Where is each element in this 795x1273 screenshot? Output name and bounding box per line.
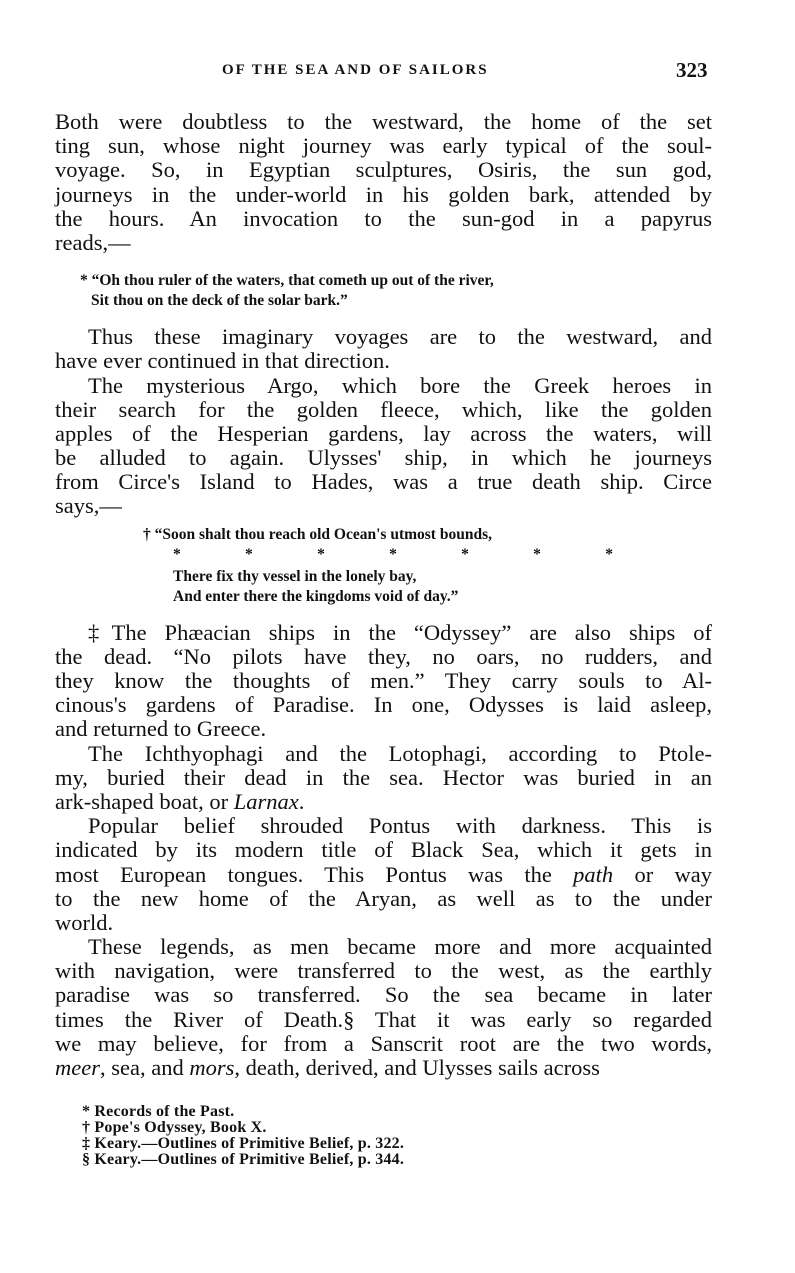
verse-line: There fix thy vessel in the lonely bay, [173,567,417,585]
text-line [55,621,712,645]
text-segment: apples of the Hesperian gardens, lay across the waters, will [55,420,712,446]
page-number: 323 [676,58,708,82]
text-segment: ark-shaped boat, or [55,788,234,814]
text-line [55,693,712,717]
text-line [55,717,712,741]
text-line [55,863,712,887]
text-segment: the dead. “No pilots have they, no oars, no rudders, and [55,643,712,669]
text-line [55,349,712,373]
text-segment: to the new home of the Aryan, as well as to the under [55,885,712,911]
text-segment: cinous's gardens of Paradise. In one, Odysses is laid asleep, [55,692,712,718]
ellipsis-stars [143,545,613,567]
text-line [55,110,712,134]
text-segment: times the River of Death.§ That it was early so regarded [55,1006,712,1032]
text-line [55,494,712,518]
text-line [55,1008,712,1032]
text-segment: from Circe's Island to Hades, was a true death ship. Circe [55,469,712,495]
text-line [55,742,712,766]
text-segment: the hours. An invocation to the sun-god in a papyrus [55,205,712,231]
text-line [55,983,712,1007]
text-segment: says,— [55,493,122,519]
text-segment: have ever continued in that direction. [55,348,390,374]
footnote: § Keary.—Outlines of Primitive Belief, p. 344. [82,1151,405,1168]
text-segment: paradise was so transferred. So the sea became in later [55,982,712,1008]
italic-text: meer [55,1055,100,1080]
star: * [317,545,325,563]
verse-quote-odyssey [143,525,712,607]
text-segment: . [298,788,305,814]
text-line [55,398,712,422]
text-line [55,1056,712,1080]
text-line [55,183,712,207]
star: * [173,545,181,563]
text-segment: , sea, and [99,1055,190,1080]
text-line [55,374,712,398]
text-line [55,470,712,494]
text-segment: they know the thoughts of men.” They carry souls to Al- [55,668,712,693]
paragraph [55,814,712,935]
text-segment: Thus these imaginary voyages are to the westward, and [88,324,712,350]
text-segment: their search for the golden fleece, which, like the golden [55,396,712,422]
text-segment: with navigation, were transferred to the west, as the earthly [55,958,712,984]
text-segment: journeys in the under-world in his golden bark, attended by [55,181,712,207]
text-line [55,790,712,814]
text-line [55,887,712,911]
text-segment: The Ichthyophagi and the Lotophagi, according to Ptole- [88,740,712,766]
text-segment: voyage. So, in Egyptian sculptures, Osiris, the sun god, [55,157,712,183]
footnote: ‡ Keary.—Outlines of Primitive Belief, p. 322. [82,1135,405,1152]
star: * [533,545,541,563]
text-line [55,766,712,790]
text-segment: Both were doubtless to the westward, the home of the set [55,109,712,134]
footnotes [82,1104,404,1168]
text-line [55,959,712,983]
verse-line: † “Soon shalt thou reach old Ocean's utmost bounds, [143,525,492,543]
star: * [389,545,397,563]
paragraph [55,325,712,373]
text-line [55,669,712,693]
footnote: † Pope's Odyssey, Book X. [82,1119,267,1136]
italic-text: Larnax [233,788,299,814]
text-segment: Popular belief shrouded Pontus with darkness. This is [88,813,712,839]
text-segment: ‡The Phæacian ships in the “Odyssey” are also ships of [88,619,712,645]
paragraph [55,621,712,742]
text-line [55,231,712,255]
text-segment: we may believe, for from a Sanscrit root are the two words, [55,1030,712,1056]
text-line [55,814,712,838]
star: * [245,545,253,563]
italic-text: mors [189,1055,235,1080]
text-segment: and returned to Greece. [55,716,267,742]
text-line [55,1032,712,1056]
text-segment: indicated by its modern title of Black Sea, which it gets in [55,837,712,863]
text-segment: or way [613,861,712,887]
paragraph [55,374,712,519]
verse-line: Sit thou on the deck of the solar bark.” [91,292,348,310]
paragraph [55,742,712,815]
text-line [55,446,712,470]
text-segment: , death, derived, and Ulysses sails across [234,1055,600,1080]
verse-line: And enter there the kingdoms void of day.” [173,587,459,605]
text-segment: The mysterious Argo, which bore the Greek heroes in [88,372,712,398]
running-title: OF THE SEA AND OF SAILORS [222,62,489,78]
text-line [55,325,712,349]
star: * [461,545,469,563]
text-line [55,838,712,862]
text-line [55,422,712,446]
text-line [55,911,712,935]
paragraph [55,110,712,255]
footnote: * Records of the Past. [82,1103,235,1120]
paragraph [55,935,712,1080]
text-line [55,134,712,158]
verse-quote-papyrus [80,271,712,311]
text-segment: my, buried their dead in the sea. Hector was buried in an [55,764,712,790]
text-line [55,935,712,959]
italic-text: path [573,861,614,887]
text-segment: most European tongues. This Pontus was the [55,861,574,887]
text-segment: be alluded to again. Ulysses' ship, in which he journeys [55,445,712,471]
text-segment: ting sun, whose night journey was early typical of the soul- [55,133,712,159]
text-segment: reads,— [55,229,131,255]
verse-line: * “Oh thou ruler of the waters, that cometh up out of the river, [80,272,494,290]
page-body [55,110,712,1080]
text-segment: These legends, as men became more and more acquainted [88,934,712,960]
text-line [55,645,712,669]
star: * [605,545,613,563]
text-segment: world. [55,909,114,935]
text-line [55,158,712,182]
text-line [55,207,712,231]
